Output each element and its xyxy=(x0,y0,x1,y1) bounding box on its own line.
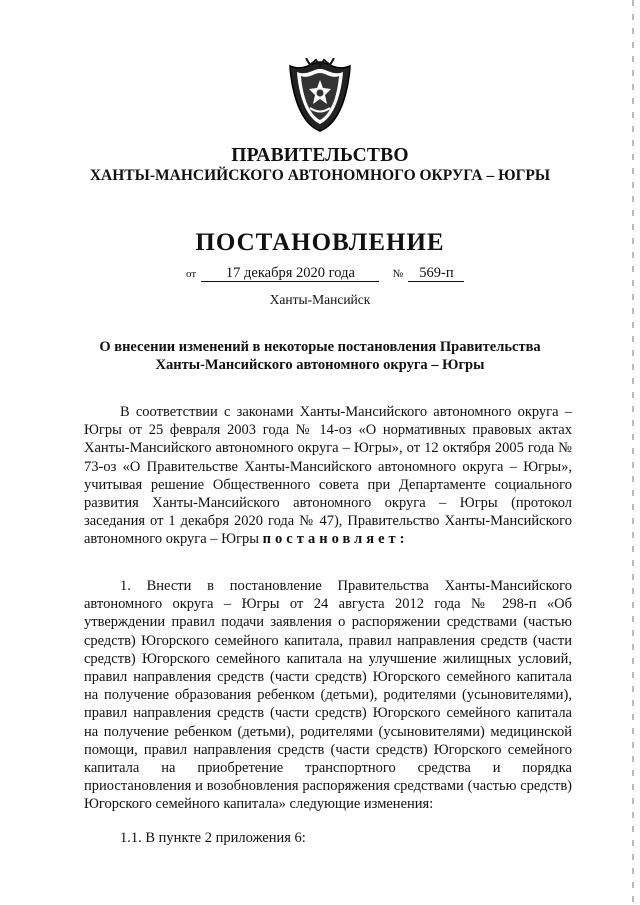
preamble-paragraph xyxy=(84,403,572,549)
resolves-word: постановляет: xyxy=(262,531,409,548)
government-title: ПРАВИТЕЛЬСТВО xyxy=(231,145,409,166)
subject-line-1: О внесении изменений в некоторые постановления Правительства xyxy=(99,339,541,355)
document-subject xyxy=(0,338,640,374)
document-type: ПОСТАНОВЛЕНИЕ xyxy=(195,229,445,256)
number-prefix: № xyxy=(392,268,404,280)
document-number: 569-п xyxy=(408,266,464,282)
scan-edge-artifact xyxy=(632,0,634,905)
date-number-line xyxy=(186,265,466,282)
subject-line-2: Ханты-Мансийского автономного округа – Югры xyxy=(155,357,485,373)
document-date: 17 декабря 2020 года xyxy=(201,266,379,282)
date-prefix: от xyxy=(186,268,197,280)
item-1-paragraph: 1. Внести в постановление Правительства Ханты-Мансийского автономного округа – Югры от 24 августа 2012 года № 298-п «Об утверждении правил подачи заявления о распоряжении средствами (частью средств) Югорского семейного капитала, правил направления средств (части средств) Югорского семейного капитала на улучшение жилищных условий, правил направления средств (части средств) Югорского семейного капитала на получение образования ребенком (детьми), родителями (усыновителями), правил направления средств (части средств) Югорского семейного капитала на получение ребенком (детьми), родителями (усыновителями) медицинской помощи, правил направления средств (части средств) Югорского семейного капитала на приобретение транспортного средства и порядка приостановления и возобновления распоряжения средствами (частью средств) Югорского семейного капитала» следующие изменения: xyxy=(84,578,572,813)
preamble-text: В соответствии с законами Ханты-Мансийского автономного округа – Югры от 25 февраля 2003 года № 14-оз «О нормативных правовых актах Ханты-Мансийского автономного округа – Югры», от 12 октября 2005 года № 73-оз «О Правительстве Ханты-Мансийского автономного округа – Югры», учитывая решение Общественного совета при Департаменте социального развития Ханты-Мансийского автономного округа – Югры (протокол заседания от 1 декабря 2020 года № 47), Правительство Ханты-Мансийского автономного округа – Югры xyxy=(84,404,572,548)
document-place: Ханты-Мансийск xyxy=(269,292,371,307)
coat-of-arms-icon xyxy=(286,58,354,134)
item-1-1-paragraph: 1.1. В пункте 2 приложения 6: xyxy=(120,830,306,846)
region-title: ХАНТЫ-МАНСИЙСКОГО АВТОНОМНОГО ОКРУГА – ЮГРЫ xyxy=(89,167,551,184)
